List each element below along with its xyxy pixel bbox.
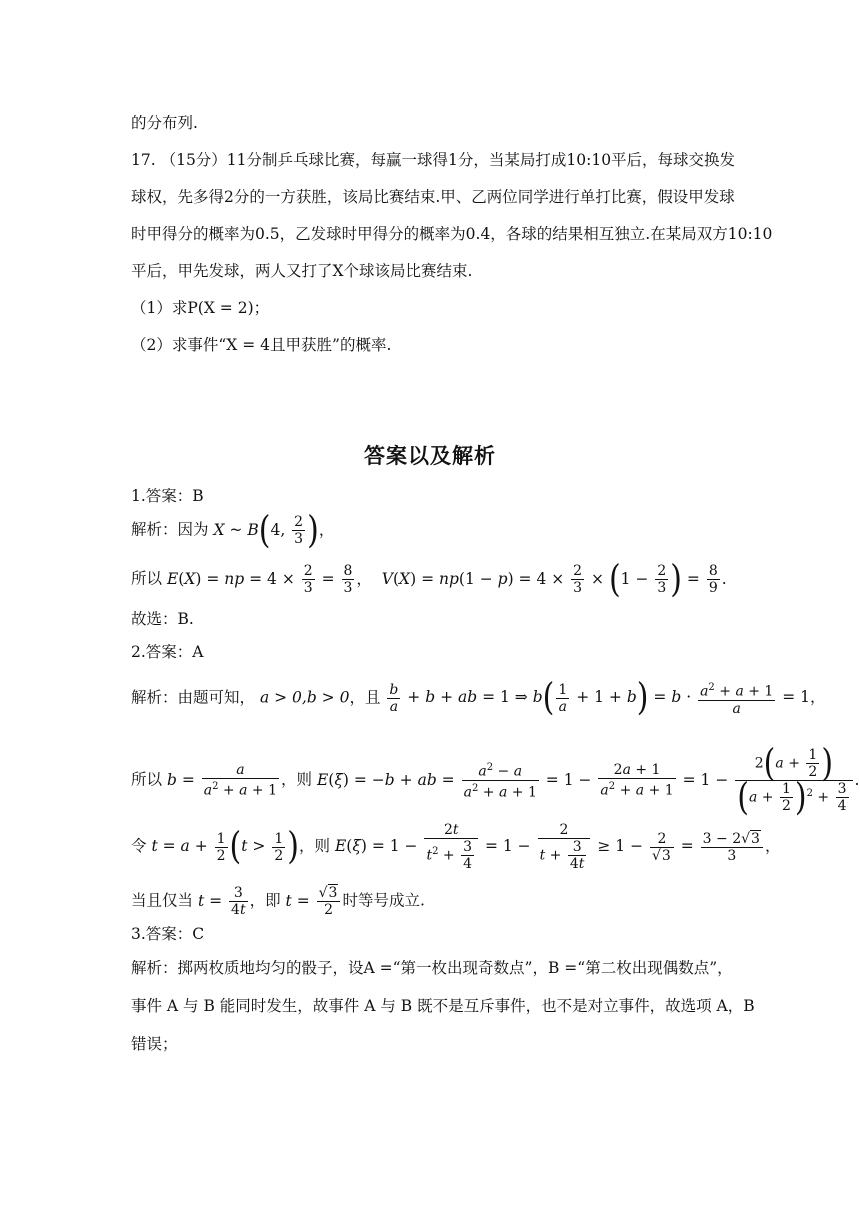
a1-line-1: 解析：因为 X ~ B(4, $\frac{2}{3}$ )， bbox=[131, 508, 335, 552]
a2-substitution: t = a + $\frac{1}{2}$ (t > $\frac{1}{2}$ ) bbox=[151, 824, 299, 869]
q17-part-1: （1）求P(X = 2)； bbox=[131, 299, 270, 317]
a2-equality-condition: t = $\frac{3}{4t}$ bbox=[197, 885, 246, 918]
q17-part-2: （2）求事件“X = 4且甲获胜”的概率. bbox=[131, 336, 392, 354]
a2-inequality: E(ξ) = 1 − 2t $t^2$ + $\frac{3}{4}$ = 1 − 2 t + $\frac{3}{4t}$ ≥ 1 − $\frac{2}{√3}$ = $\frac{3 - 2√3}{3}$ ， bbox=[334, 822, 781, 872]
a3-line-1: 解析：掷两枚质地均匀的骰子，设A =“第一枚出现奇数点”，B =“第二枚出现偶数点”， bbox=[131, 959, 733, 977]
q17-line-3: 时甲得分的概率为0.5，乙发球时甲得分的概率为0.4，各球的结果相互独立.在某局双方10:10 bbox=[131, 225, 773, 243]
q17-line-2: 球权，先多得2分的一方获胜，该局比赛结束.甲、乙两位同学进行单打比赛，假设甲发球 bbox=[131, 188, 735, 206]
q17-line-1: 17. （15分）11分制乒乓球比赛，每赢一球得1分，当某局打成10:10平后，每球交换发 bbox=[131, 151, 736, 169]
a2-line-1: 解析：由题可知， a > 0,b > 0，且 $\frac{b}{a}$ + b + ab = 1 ⇒ b( $\frac{1}{a}$ + 1 + b) = b · $\frac{a^2 + a + 1}{a}$ = 1， bbox=[131, 675, 826, 720]
a3-answer: 3.答案：C bbox=[131, 925, 205, 943]
a2-line-3: 令 t = a + $\frac{1}{2}$ (t > $\frac{1}{2}$ )，则 E(ξ) = 1 − 2t $t^2$ + $\frac{3}{4}$ = 1 − 2 t + $\frac{3}{4t}$ ≥ 1 − $\frac{2}{√3}$ = $\frac{3 - 2√3}{3}$ ， bbox=[131, 822, 781, 872]
a3-line-3: 错误； bbox=[131, 1035, 178, 1053]
answers-title: 答案以及解析 bbox=[364, 443, 496, 468]
a2-answer: 2.答案：A bbox=[131, 643, 204, 661]
a1-answer: 1.答案：B bbox=[131, 487, 204, 505]
a2-equation-2: b = $\frac{a}{a^2 + a + 1}$ bbox=[166, 762, 278, 799]
a2-t-value: t = $\frac{√3}{2}$ bbox=[286, 892, 343, 910]
a2-equation-1: $\frac{b}{a}$ + b + ab = 1 ⇒ b( $\frac{1}{a}$ + 1 + b) = b · $\frac{a^2 + a + 1}{a}$ = 1， bbox=[389, 675, 826, 720]
a1-line-3: 故选：B. bbox=[131, 610, 194, 628]
a3-event-b: B =“第二枚出现偶数点”， bbox=[547, 959, 733, 977]
a2-equation-3: E(ξ) = −b + ab = $\frac{a^2 - a}{a^2 + a + 1}$ = 1 − $\frac{2a + 1}{a^2 + a + 1}$ = 1 − 2(a + $\frac{1}{2}$ ) (a + $\frac{1}{2}$ )$^2$ + $\frac{3}{4}$ . bbox=[316, 741, 860, 819]
a1-line-2: 所以 E(X) = np = 4 × $\frac{2}{3}$ = $\frac{8}{3}$ ， V(X) = np(1 − p) = 4 × $\frac{2}{3}$ × (1 − $\frac{2}{3}$ ) = $\frac{8}{9}$ . bbox=[131, 557, 727, 601]
a2-condition: a > 0,b > 0 bbox=[259, 688, 350, 707]
a2-line-4: 当且仅当 t = $\frac{3}{4t}$ ，即 t = $\frac{√3}{2}$ 时等号成立. bbox=[131, 885, 425, 918]
a3-line-2: 事件 A 与 B 能同时发生，故事件 A 与 B 既不是互斥事件，也不是对立事件，故选项 A，B bbox=[131, 997, 755, 1015]
prev-question-tail: 的分布列. bbox=[131, 114, 198, 132]
a3-event-a: A =“第一枚出现奇数点”， bbox=[363, 959, 548, 977]
a1-binomial-formula: X ~ B(4, $\frac{2}{3}$ )， bbox=[213, 508, 335, 552]
a1-expectation-formula: E(X) = np = 4 × $\frac{2}{3}$ = $\frac{8}{3}$ ， V(X) = np(1 − p) = 4 × $\frac{2}{3}$ × (1 − $\frac{2}{3}$ ) = $\frac{8}{9}$ . bbox=[166, 557, 727, 601]
q17-line-4: 平后，甲先发球，两人又打了X个球该局比赛结束. bbox=[131, 262, 473, 280]
a2-line-2: 所以 b = $\frac{a}{a^2 + a + 1}$ ，则 E(ξ) = −b + ab = $\frac{a^2 - a}{a^2 + a + 1}$ = 1 − $\frac{2a + 1}{a^2 + a + 1}$ = 1 − 2(a + $\frac{1}{2}$ ) (a + $\frac{1}{2}$ )$^2$ + $\frac{3}{4}$ . bbox=[131, 741, 860, 819]
